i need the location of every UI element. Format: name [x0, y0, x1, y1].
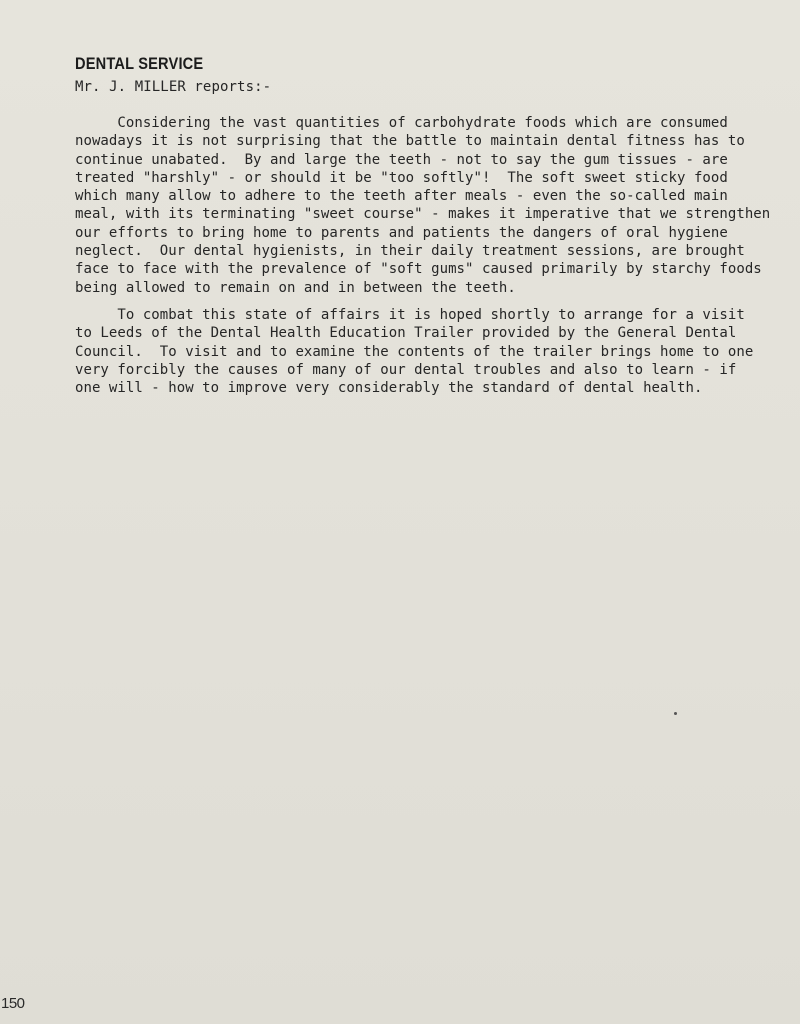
paragraph-line: nowadays it is not surprising that the battle to maintain dental fitness has to — [75, 133, 745, 150]
paragraph-line: to Leeds of the Dental Health Education Trailer provided by the General Dental — [75, 325, 737, 342]
paragraph-line: one will - how to improve very considerably the standard of dental health. — [75, 380, 703, 397]
paragraph-line: treated "harshly" - or should it be "too softly"! The soft sweet sticky food — [75, 169, 728, 186]
paragraph-line: Council. To visit and to examine the contents of the trailer brings home to one — [75, 343, 754, 360]
paragraph-line: continue unabated. By and large the teeth - not to say the gum tissues - are — [75, 151, 728, 168]
paragraph-line: neglect. Our dental hygienists, in their daily treatment sessions, are brought — [75, 243, 745, 260]
paragraph-line: Considering the vast quantities of carbohydrate foods which are consumed — [75, 115, 728, 131]
paragraph-line: very forcibly the causes of many of our dental troubles and also to learn - if — [75, 361, 737, 378]
paper-speck — [674, 712, 677, 715]
page-number: 150 — [1, 995, 25, 1012]
paragraph-1 — [75, 114, 775, 297]
paragraph-line: face to face with the prevalence of "soft gums" caused primarily by starchy foods — [75, 261, 762, 278]
paragraph-line: our efforts to bring home to parents and patients the dangers of oral hygiene — [75, 224, 728, 241]
paragraph-line: To combat this state of affairs it is hoped shortly to arrange for a visit — [75, 307, 745, 323]
paragraph-line: meal, with its terminating "sweet course" - makes it imperative that we strengthen — [75, 206, 771, 223]
paragraph-line: which many allow to adhere to the teeth after meals - even the so-called main — [75, 188, 728, 205]
paragraph-2 — [75, 306, 775, 397]
paragraph-line: being allowed to remain on and in between the teeth. — [75, 279, 516, 296]
reporter-line: Mr. J. MILLER reports:- — [75, 79, 272, 95]
section-heading: DENTAL SERVICE — [75, 54, 204, 73]
